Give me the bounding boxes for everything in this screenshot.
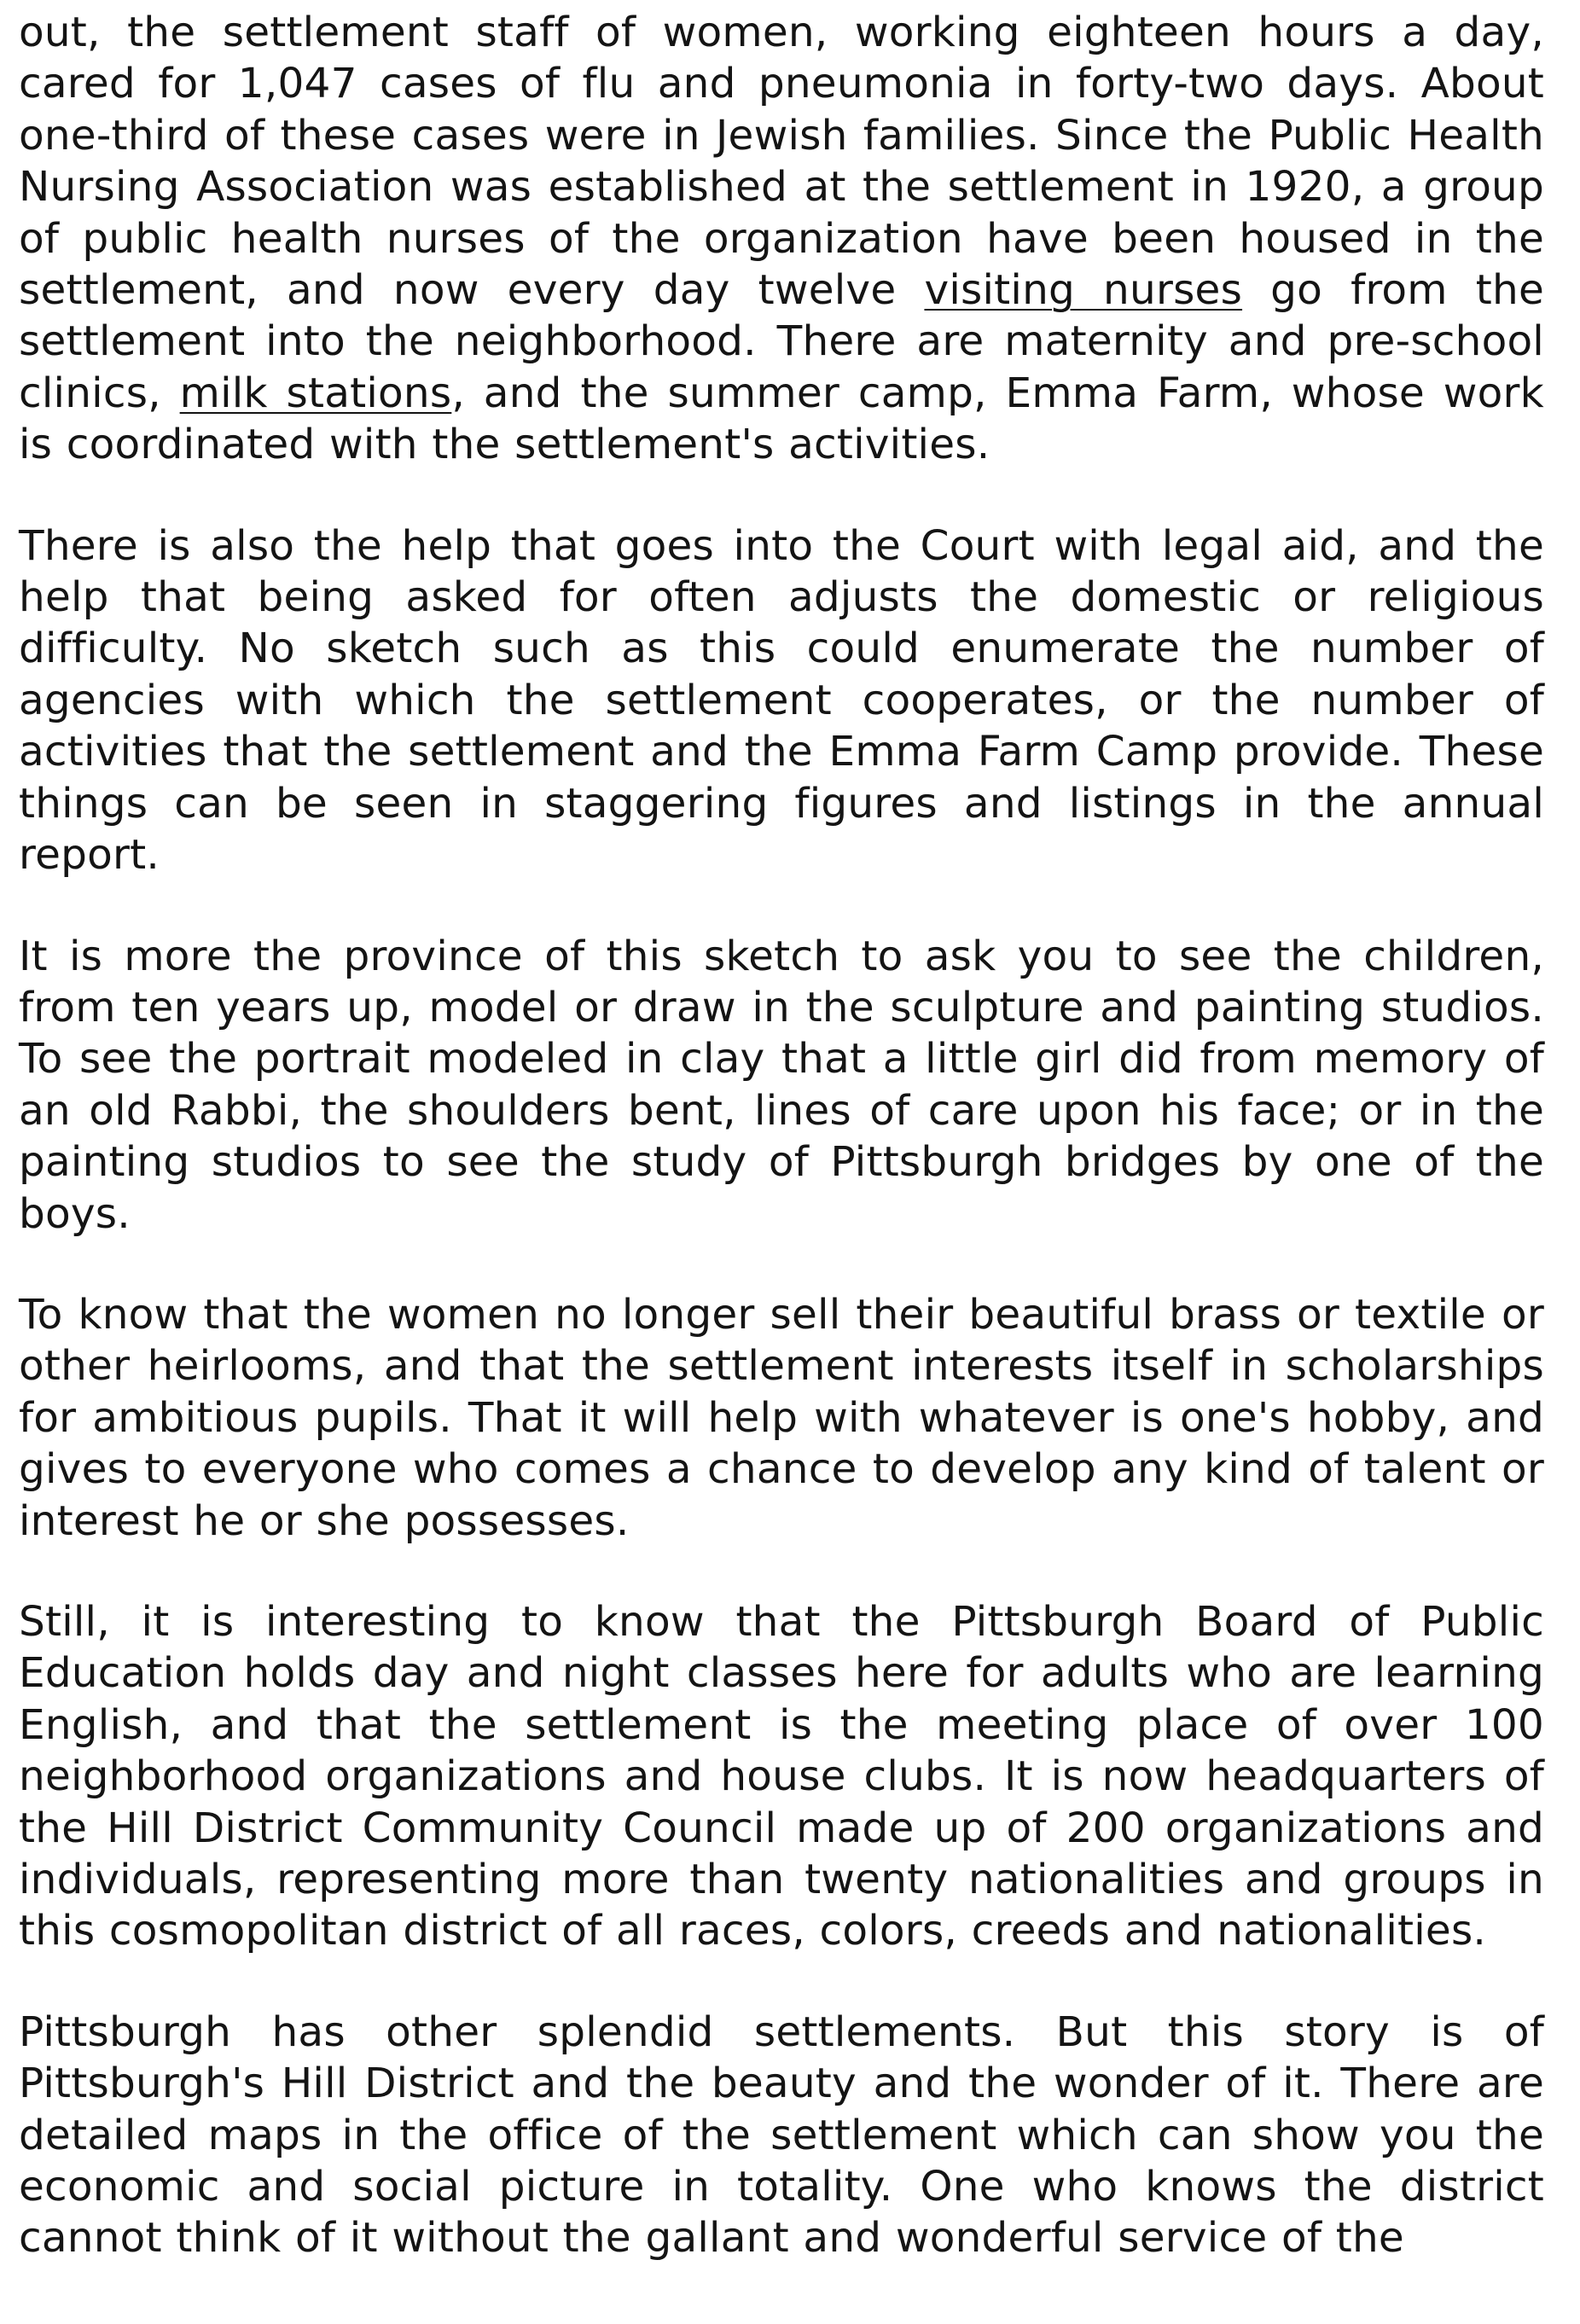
paragraph-studios: It is more the province of this sketch to ask you to see the children, from ten years up, model or draw in the sculpture and painting studios. To see the portrait modeled in clay that a little girl did from memory of an old Rabbi, the shoulders bent, lines of care upon his face; or in the painting studios to see the study of Pittsburgh bridges by one of the boys.: [19, 932, 1544, 1238]
paragraph-text: go from the settlement into the neighborhood. There are maternity and pre-school clinics,: [19, 266, 1545, 417]
paragraph-education: Still, it is interesting to know that the Pittsburgh Board of Public Education holds day and night classes here for adults who are learning English, and that the settlement is the meeting place of over 100 neighborhood organizations and house clubs. It is now headquarters of the Hill District Community Council made up of 200 organizations and individuals, representing more than twenty nationalities and groups in this cosmopolitan district of all races, colors, creeds and nationalities.: [19, 1597, 1544, 1955]
link-visiting-nurses[interactable]: visiting nurses: [924, 266, 1243, 315]
link-milk-stations[interactable]: milk stations: [179, 369, 452, 417]
paragraph-text: , and the summer camp, Emma Farm, whose work is coordinated with the settlement's activities.: [19, 369, 1544, 469]
document-page: [19, 7, 1544, 2264]
paragraph-text: out, the settlement staff of women, working eighteen hours a day, cared for 1,047 cases of flu and pneumonia in forty-two days. About one-third of these cases were in Jewish families. Since the Public Health Nursing Association was established at the settlement in 1920, a group of public health nurses of the organization have been housed in the settlement, and now every day twelve: [19, 9, 1544, 315]
paragraph-heirlooms: To know that the women no longer sell their beautiful brass or textile or other heirlooms, and that the settlement interests itself in scholarships for ambitious pupils. That it will help with whatever is one's hobby, and gives to everyone who comes a chance to develop any kind of talent or interest he or she possesses.: [19, 1290, 1544, 1545]
paragraph-nursing: [19, 7, 1544, 471]
paragraph-settlements: Pittsburgh has other splendid settlements. But this story is of Pittsburgh's Hill District and the beauty and the wonder of it. There are detailed maps in the office of the settlement which can show you the economic and social picture in totality. One who knows the district cannot think of it without the gallant and wonderful service of the: [19, 2007, 1544, 2263]
paragraph-legal-aid: There is also the help that goes into the Court with legal aid, and the help that being asked for often adjusts the domestic or religious difficulty. No sketch such as this could enumerate the number of agencies with which the settlement cooperates, or the number of activities that the settlement and the Emma Farm Camp provide. These things can be seen in staggering figures and listings in the annual report.: [19, 521, 1544, 880]
